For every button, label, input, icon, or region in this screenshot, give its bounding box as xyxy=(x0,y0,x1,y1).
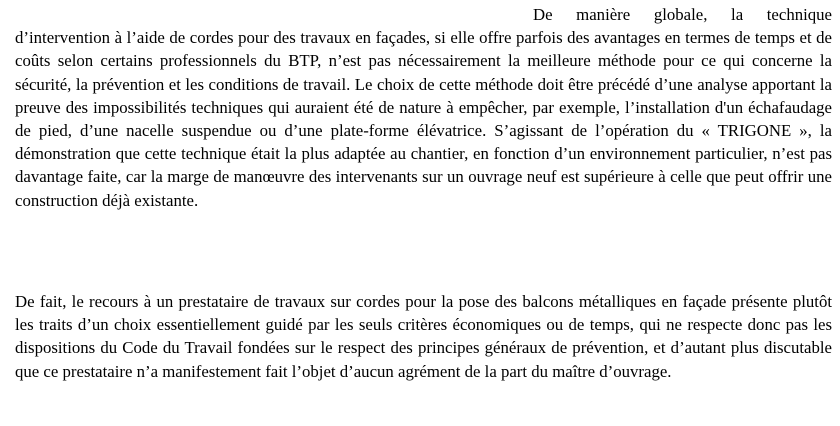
paragraph-contractor-choice: De fait, le recours à un prestataire de travaux sur cordes pour la pose des balcons métalliques en façade présente plutôt les traits d’un choix essentiellement guidé par les seuls critères économiques ou de temps, qui ne respecte donc pas les dispositions du Code du Travail fondées sur le respect des principes généraux de prévention, et d’autant plus discutable que ce prestataire n’a manifestement fait l’objet d’aucun agrément de la part du maître d’ouvrage. xyxy=(15,292,832,381)
paragraph-rope-access-analysis: De manière globale, la technique d’intervention à l’aide de cordes pour des travaux en façades, si elle offre parfois des avantages en termes de temps et de coûts selon certains professionnels du BTP, n’est pas nécessairement la meilleure méthode pour ce qui concerne la sécurité, la prévention et les conditions de travail. Le choix de cette méthode doit être précédé d’une analyse apportant la preuve des impossibilités techniques qui auraient été de nature à empêcher, par exemple, l’installation d'un échafaudage de pied, d’une nacelle suspendue ou d’une plate-forme élévatrice. S’agissant de l’opération du « TRIGONE », la démonstration que cette technique était la plus adaptée au chantier, en fonction d’un environnement particulier, n’est pas davantage faite, car la marge de manœuvre des intervenants sur un ouvrage neuf est supérieure à celle que peut offrir une construction déjà existante. xyxy=(15,5,832,210)
